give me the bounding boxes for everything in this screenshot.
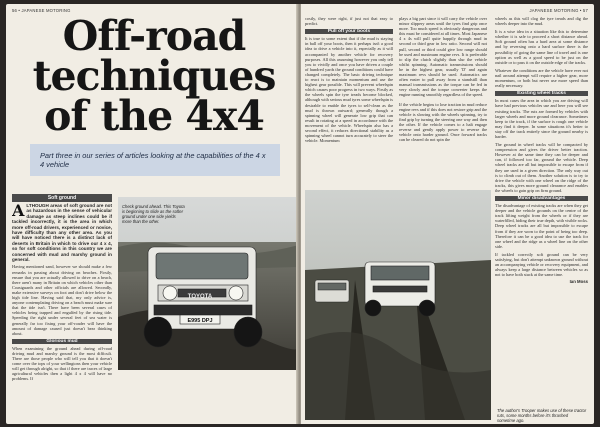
intro-panel: Part three in our series of articles looking at the capabilities of the 4 x 4 vehicle [30, 144, 280, 176]
existing-tracks-body: In most cases the area in which you are driving will have had previous vehicles use and here you will see existing tracks. The ruts are formed by vehicles with larger wheels and more ground clearance. Sometimes keep to the track, if the surface is rough one vehicle may find it deeper. In some situations it's better to stay off the track entirely since the ground nearby is harder. [495, 98, 588, 139]
right-folio: JAPANESE MOTORING • 57 [529, 8, 588, 13]
grille-badge: TOYOTA [187, 294, 213, 300]
techniques-body-2: If the vehicle begins to lose traction in mud reduce engine revs and if this does not restore grip and the vehicle is slowing with the wheels spinning, try to find grip by turning the steering one way and then the other. If the vehicle comes to a halt engage reverse and gently apply power to reverse the vehicle onto harder ground. Once forward tracks can be cleared do not spin the [399, 101, 487, 143]
photo-caption: Check ground ahead. This Toyota is beginning to slide as the softer ground under one side yields more than the other. [122, 204, 185, 224]
pull-off-heading: Pull off your boots [305, 29, 393, 34]
tracks-body: It is a wise idea in a situation like this to determine whether it is safe to proceed a short distance ahead. Soft ground often has a hard area at some distance and by reversing onto a hard surface there is the possibility of going the same line of travel and is one option as well as a good speed to be just on the outside or to pass it on the outside edge of the tracks. [495, 29, 588, 65]
article-headline: Off-road techniques of the 4x4 [32, 12, 276, 140]
glorious-mud-heading: Glorious mud [12, 339, 112, 344]
tracks-body-2: Whatever the conditions are the vehicle have ever not nail around attempt will require a higher gear, more momentum, or both but never use more speed than really necessary. [495, 67, 588, 89]
tracks-intro: wheels as this will clog the tyre treads and dig the wheels deeper into the mud. [495, 16, 588, 27]
dropcap: A [12, 203, 25, 220]
soft-ground-column [12, 203, 112, 421]
existing-tracks-heading: Existing wheel tracks [495, 91, 588, 96]
minor-disadvantages-body: The disadvantage of existing tracks are when they get deeper and the vehicle grounds on the centre of the track lifting weight from the wheels or if they are waterfilled, hiding their true depth, with visible rocks. Deep wheel tracks are all but impossible to escape from if they are worn to the point of being too deep. Therefore it can be a good idea to use the track for one wheel and the ridge as a wheel line on the other side. [495, 203, 588, 249]
number-plate: E995 DPJ [187, 318, 213, 324]
glorious-mud-body: When examining the ground ahead during off-road driving mud and marshy ground is the most difficult. There are those people who will tell you that it doesn't come over the tops of your wellingtons then your vehicle will get through alright, so that if there are traces of large agricultural vehicles then a light 4 x 4 will have no problems. If [12, 345, 112, 382]
minor-disadvantages-body-2: If tackled correctly soft ground can be very satisfying, but don't attempt unknown ground without an accompanying vehicle or recovery equipment, and always keep a large distance between vehicles so as not to have both stuck at the same time. [495, 251, 588, 278]
pull-off-body: It is true to some extent that if the mud is staying in ball off your boots, then it perhaps isn't a good idea to drive a vehicle into it, especially as it will accompanied by another vehicle for recovery purposes. All this assuming however you only tell you to vividly and once you have driven a couple of hundred yards the ground conditions could have changed completely. The basic driving technique to react is to maintain momentum and use the highest gear possible. This will prevent wheelspin which causes poor progress in two ways. Firstly as the wheels spin the tyre treads become blocked, although with serious mud tyres some wheelspin is desirable to enable the tyres to self-clean as the mud is thrown outward; generally though a spinning wheel will generate low grip that can result in rotating at a speed in accordance with the movement of the vehicle. Wheelspin also has a second effect, it reduces directional stability as a spinning wheel cannot turn accurately to steer the vehicle. Momentum [305, 36, 393, 144]
tracks-column [495, 16, 588, 424]
minor-disadvantages-heading: Minor disadvantages [495, 196, 588, 201]
left-folio: 56 • JAPANESE MOTORING [12, 8, 71, 13]
second-vehicle [315, 280, 349, 302]
trooper-caption: The author's Trooper makes use of these tractor ruts, some months before it's thrashed sometime ago. [497, 408, 587, 423]
soft-ground-lead: LTHOUGH areas of soft ground are not as hazardous in the sense of vehicular damage as steep inclines could be if tackled incorrectly, it is the area in which more off-road drivers, experienced or novice, have difficulty than any other area. As you will have noticed there is a distinct lack of deserts in Britain in which to drive our 4 x 4, so for soft conditions in this country we are concerned with mud and marshy ground in general. [12, 203, 112, 263]
existing-tracks-body-2: The ground in wheel tracks will be compacted by compression and gives the driver better traction. However at the same time they can be deeper and can, if followed too far, ground the vehicle. Deep wheel tracks are all but impossible to escape from if they are used in a given direction. The only way out is to climb out of them. Another solution is to try to drive the vehicle with one wheel on the ridge of the tracks, this gives more ground clearance and enables the wheels to gain grip on firm ground. [495, 142, 588, 193]
trooper-photo [305, 190, 491, 420]
soft-ground-body: Having mentioned sand, however we should make a few remarks in passing about driving on beaches. Firstly, ensure that you are actually allowed to drive on a beach, there aren't many in Britain on which vehicles other than Coastguards and other officials are allowed. Secondly, make extensive surveys on foot and don't drive below the high tide line. Having said that, my only advice is, anyone contemplating driving on a beach must make sure that the tide isn't. There have been several cases of vehicles being trapped and engulfed by the rising tide. Speeding the right under several feet of sea water is generally far too fixing your off-roader will have the amount of damage caused just doesn't bear thinking about. [12, 264, 112, 336]
pull-off-column [305, 16, 393, 186]
right-page [301, 4, 594, 424]
pull-off-intro: costly, they were right, if just not that easy to predict. [305, 16, 393, 27]
techniques-body: plays a big part since it will carry the vehicle over minor slippery areas until the tyres find grip once more. Too much speed is obviously dangerous and this must be considered at all times. Most Japanese 4 x 4s will pull quite happily through mud in second or third gear in low ratio. Second will not pull, second or third could give low range should be used and maximum engine revs. It is preferable to slip the clutch slightly than slur the vehicle whilst spinning. Automatic transmissions should be in the highest gear, usually 'D' and again maximum revs should be used. Automatics are often easier to pull away from a standstill than manual transmissions as the torque can be fed in very slowly and the torque converter keeps the engine running smoothly regardless of the speed. [399, 16, 487, 98]
byline: Ian Moss [569, 279, 588, 285]
soft-ground-heading: Soft ground [12, 194, 112, 202]
left-page [6, 4, 298, 424]
techniques-column [399, 16, 487, 186]
